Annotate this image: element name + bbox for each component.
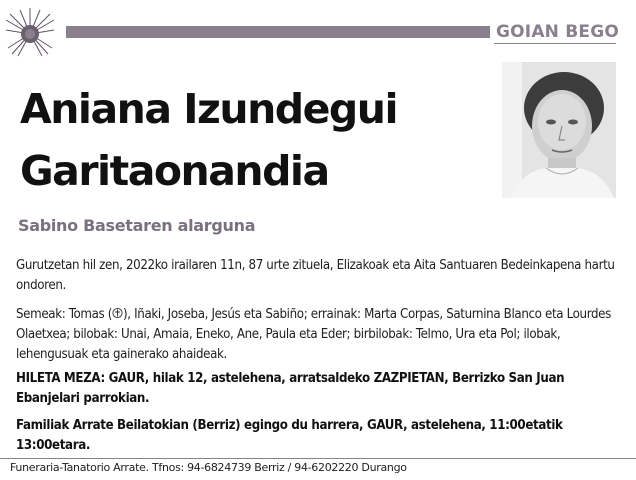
rubric-underline	[494, 43, 616, 44]
family-rest: ), Iñaki, Joseba, Jesús eta Sabiño; errainak: Marta Corpas, Saturnina Blanco eta Lourdes Olaetxea; bilobak: Unai, Amaia, Eneko, Ane, Paula eta Eder; birbilobak: Telmo, Ura eta Pol; ilobak, lehengusuak eta gainerako ahaideak.	[16, 307, 611, 362]
family-reception: Familiak Arrate Beilatokian (Berriz) egingo du harrera, GAUR, astelehena, 11:00etatik 13:00etara.	[16, 418, 563, 453]
header-rule	[66, 26, 490, 38]
name-line-1: Aniana Izundegui	[20, 85, 398, 133]
widow-subtitle: Sabino Basetaren alarguna	[18, 216, 256, 235]
funeral-mass: HILETA MEZA: GAUR, hilak 12, astelehena, arratsaldeko ZAZPIETAN, Berrizko San Juan Ebanjelari parrokian.	[16, 371, 565, 406]
thistle-icon	[4, 4, 56, 60]
funeral-home-footer: Funeraria-Tanatorio Arrate. Tfnos: 94-6824739 Berriz / 94-6202220 Durango	[10, 461, 407, 474]
family-prefix: Semeak: Tomas (	[16, 307, 113, 322]
name-line-2: Garitaonandia	[20, 147, 329, 195]
deceased-name	[20, 78, 490, 202]
section-rubric: GOIAN BEGO	[496, 22, 620, 42]
death-notice: Gurutzetan hil zen, 2022ko irailaren 11n, 87 urte zituela, Elizakoak eta Aita Santuaren Bedeinkapena hartu ondoren.	[16, 258, 615, 293]
family-list	[16, 305, 622, 365]
cross-icon	[112, 307, 123, 319]
footer-rule	[0, 458, 636, 459]
portrait-photo	[502, 62, 616, 198]
